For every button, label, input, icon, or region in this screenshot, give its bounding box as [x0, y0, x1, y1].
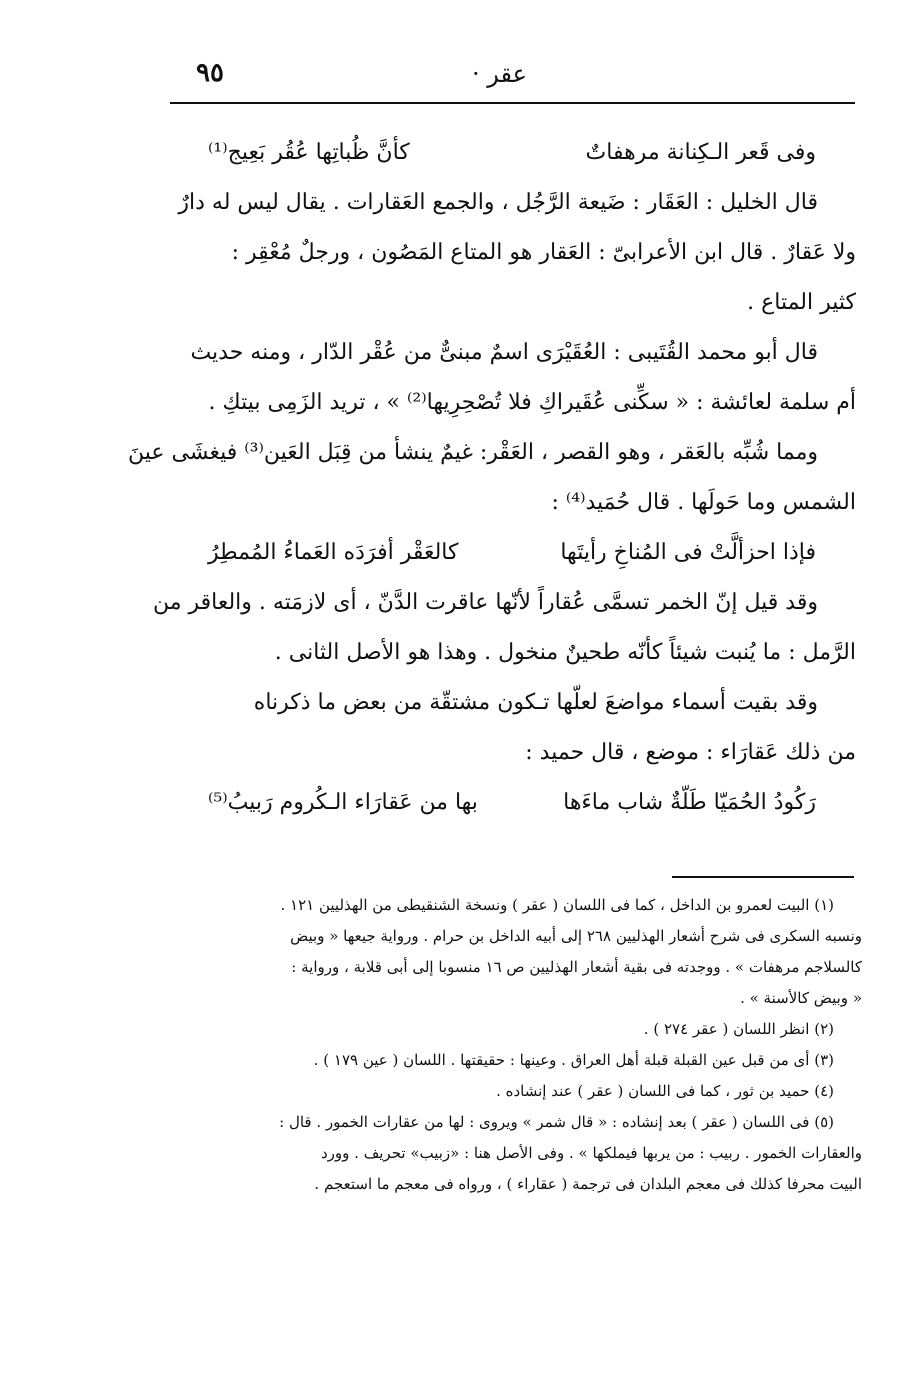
- paragraph-line: كثير المتاع .: [747, 290, 856, 315]
- verse-hemistich-second: بها من عَقارَاء الـكُروم رَبيبُ⁽⁵⁾: [208, 790, 478, 815]
- paragraph-line: قال أبو محمد القُتَيبى : العُقَيْرَى اسمٌ مبنىٌّ من عُقْر الدّار ، ومنه حديث: [190, 340, 818, 365]
- verse-hemistich-first: رَكُودُ الحُمَيّا طَلّةٌ شاب ماءَها: [563, 790, 816, 815]
- footnote-rule: [672, 876, 854, 878]
- footnote-line: (٥) فى اللسان ( عقر ) بعد إنشاده : « قال شمر » ويروى : لها من عقارات الخمور . قال :: [279, 1113, 834, 1131]
- paragraph-line: وقد بقيت أسماء مواضعَ لعلّها تـكون مشتقّة من بعض ما ذكرناه: [253, 690, 818, 715]
- footnote-line: « وبيض كالأسنة » .: [740, 989, 862, 1007]
- header-rule: [170, 102, 855, 104]
- footnote-line: (٤) حميد بن ثور ، كما فى اللسان ( عقر ) عند إنشاده .: [496, 1082, 834, 1100]
- paragraph-line: الشمس وما حَولَها . قال حُمَيد⁽⁴⁾ :: [551, 490, 856, 515]
- paragraph-line: قال الخليل : العَقَار : ضَيعة الرَّجُل ، والجمع العَقارات . يقال ليس له دارٌ: [178, 190, 818, 215]
- verse-hemistich-first: فإذا احزألَّتْ فى المُناخِ رأيتَها: [560, 540, 816, 565]
- paragraph-line: وقد قيل إنّ الخمر تسمَّى عُقاراً لأنّها عاقرت الدَّنّ ، أى لازمَته . والعاقر من: [152, 590, 818, 615]
- footnote-line: (٢) انظر اللسان ( عقر ٢٧٤ ) .: [643, 1020, 834, 1038]
- footnote-line: البيت محرفا كذلك فى معجم البلدان فى ترجمة ( عقاراء ) ، ورواه فى معجم ما استعجم .: [314, 1175, 862, 1193]
- paragraph-line: الرَّمل : ما يُنبت شيئاً كأنّه طحينٌ منخول . وهذا هو الأصل الثانى .: [274, 640, 856, 665]
- verse-hemistich-first: وفى قَعر الـكِنانة مرهفاتٌ: [585, 140, 816, 165]
- main-text: [128, 128, 856, 828]
- footnote-line: كالسلاجم مرهفات » . ووجدته فى بقية أشعار الهذليين ص ١٦ منسوبا إلى أبى قلابة ، ورواية :: [291, 958, 862, 976]
- running-head: عقر ·: [472, 60, 527, 88]
- verse-hemistich-second: كالعَقْر أفرَدَه العَماءُ المُمطِرُ: [208, 540, 459, 565]
- page-header: [0, 58, 924, 98]
- footnotes: [166, 890, 862, 1200]
- paragraph-line: من ذلك عَقارَاء : موضع ، قال حميد :: [525, 740, 856, 765]
- verse-hemistich-second: كأنَّ ظُباتِها عُقُر بَعِيج⁽¹⁾: [208, 140, 410, 165]
- verse-line: [168, 128, 856, 178]
- paragraph-line: ومما شُبِّه بالعَقر ، وهو القصر ، العَقْر: غيمٌ ينشأ من قِبَل العَين⁽³⁾ فيغشَى عينَ: [128, 440, 818, 465]
- paragraph-line: ولا عَقارٌ . قال ابن الأعرابىّ : العَقار هو المتاع المَصُون ، ورجلٌ مُعْقِر :: [231, 240, 856, 265]
- paragraph-line: أم سلمة لعائشة : « سكِّنى عُقَيراكِ فلا تُصْحِرِيها⁽²⁾ » ، تريد الزَمِى بيتكِ .: [208, 390, 856, 415]
- footnote-line: (١) البيت لعمرو بن الداخل ، كما فى اللسان ( عقر ) ونسخة الشنقيطى من الهذليين ١٢١ .: [280, 896, 834, 914]
- footnote-line: (٣) أى من قبل عين القبلة قبلة أهل العراق . وعينها : حقيقتها . اللسان ( عين ١٧٩ ) .: [313, 1051, 834, 1069]
- page-number: ٩٥: [196, 58, 224, 88]
- footnote-line: ونسبه السكرى فى شرح أشعار الهذليين ٢٦٨ إلى أبيه الداخل بن حرام . ورواية جيعها « وبيض: [290, 927, 862, 945]
- verse-line: [168, 528, 856, 578]
- footnote-line: والعقارات الخمور . ربيب : من يربها فيملكها » . وفى الأصل هنا : «زبيب» تحريف . وورد: [321, 1144, 862, 1162]
- verse-line: [168, 778, 856, 828]
